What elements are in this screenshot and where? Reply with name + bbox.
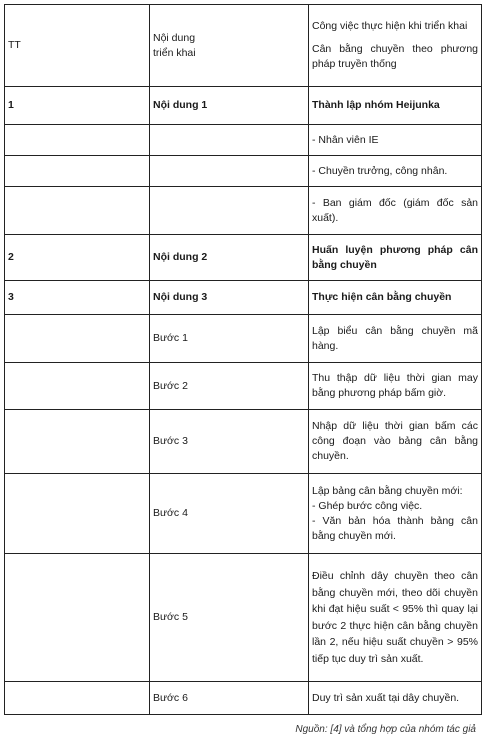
row-content: Bước 4 (150, 474, 309, 554)
table-row (5, 125, 482, 156)
header-work (309, 5, 482, 87)
table-row (5, 554, 482, 682)
row-work: Lập biểu cân bằng chuyền mã hàng. (309, 315, 482, 363)
row-work: Nhập dữ liệu thời gian bấm các công đoạn vào bảng cân bằng chuyền. (309, 410, 482, 474)
row-tt: 2 (5, 235, 150, 281)
table-row (5, 235, 482, 281)
row-content: Nội dung 1 (150, 87, 309, 125)
header-work-line1: Công việc thực hiện khi triển khai (312, 20, 468, 32)
row-content (150, 156, 309, 187)
header-content-line1: Nội dung (153, 31, 196, 44)
table-row (5, 474, 482, 554)
row-work: - Chuyền trưởng, công nhân. (309, 156, 482, 187)
row-tt: 1 (5, 87, 150, 125)
row-content: Bước 1 (150, 315, 309, 363)
header-content-line2: triển khai (153, 46, 196, 59)
row-content: Nội dung 2 (150, 235, 309, 281)
row-work (309, 474, 482, 554)
row-work: Huấn luyện phương pháp cân bằng chuyền (309, 235, 482, 281)
row-tt (5, 156, 150, 187)
work-line: Lập bảng cân bằng chuyền mới: (312, 484, 463, 497)
header-work-line2: Cân bằng chuyền theo phương pháp truyền thống (312, 43, 478, 70)
row-content: Bước 2 (150, 363, 309, 410)
row-content (150, 187, 309, 235)
row-work: Điều chỉnh dây chuyền theo cân bằng chuyền mới, theo dõi chuyền khi đạt hiệu suất < 95% thì quay lại bước 2 thực hiện cân bằng chuyền lần 2, nếu hiệu suất chuyền > 95% tiếp tục duy trì sản xuất. (309, 554, 482, 682)
row-tt (5, 410, 150, 474)
row-content: Nội dung 3 (150, 281, 309, 315)
table-row (5, 682, 482, 715)
row-content: Bước 3 (150, 410, 309, 474)
row-tt: 3 (5, 281, 150, 315)
table-row (5, 363, 482, 410)
row-tt (5, 554, 150, 682)
row-tt (5, 363, 150, 410)
row-work: Duy trì sản xuất tại dây chuyền. (309, 682, 482, 715)
row-content: Bước 6 (150, 682, 309, 715)
deployment-table (4, 4, 482, 715)
table-row (5, 410, 482, 474)
row-tt (5, 474, 150, 554)
row-work: - Nhân viên IE (309, 125, 482, 156)
source-note: Nguồn: [4] và tổng hợp của nhóm tác giả (295, 724, 476, 735)
work-line: - Văn bản hóa thành bảng cân bằng chuyền mới. (312, 514, 478, 542)
row-tt (5, 187, 150, 235)
work-line: - Ghép bước công việc. (312, 499, 423, 512)
row-tt (5, 125, 150, 156)
table-header-row (5, 5, 482, 87)
table-row (5, 87, 482, 125)
table-row (5, 315, 482, 363)
row-content: Bước 5 (150, 554, 309, 682)
table-row (5, 156, 482, 187)
row-content (150, 125, 309, 156)
row-work: Thành lập nhóm Heijunka (309, 87, 482, 125)
row-tt (5, 682, 150, 715)
row-work: Thực hiện cân bằng chuyền (309, 281, 482, 315)
row-tt (5, 315, 150, 363)
header-tt: TT (5, 5, 150, 87)
row-work: Thu thập dữ liệu thời gian may bằng phương pháp bấm giờ. (309, 363, 482, 410)
table-row (5, 281, 482, 315)
row-work: - Ban giám đốc (giám đốc sản xuất). (309, 187, 482, 235)
table-row (5, 187, 482, 235)
header-content (150, 5, 309, 87)
